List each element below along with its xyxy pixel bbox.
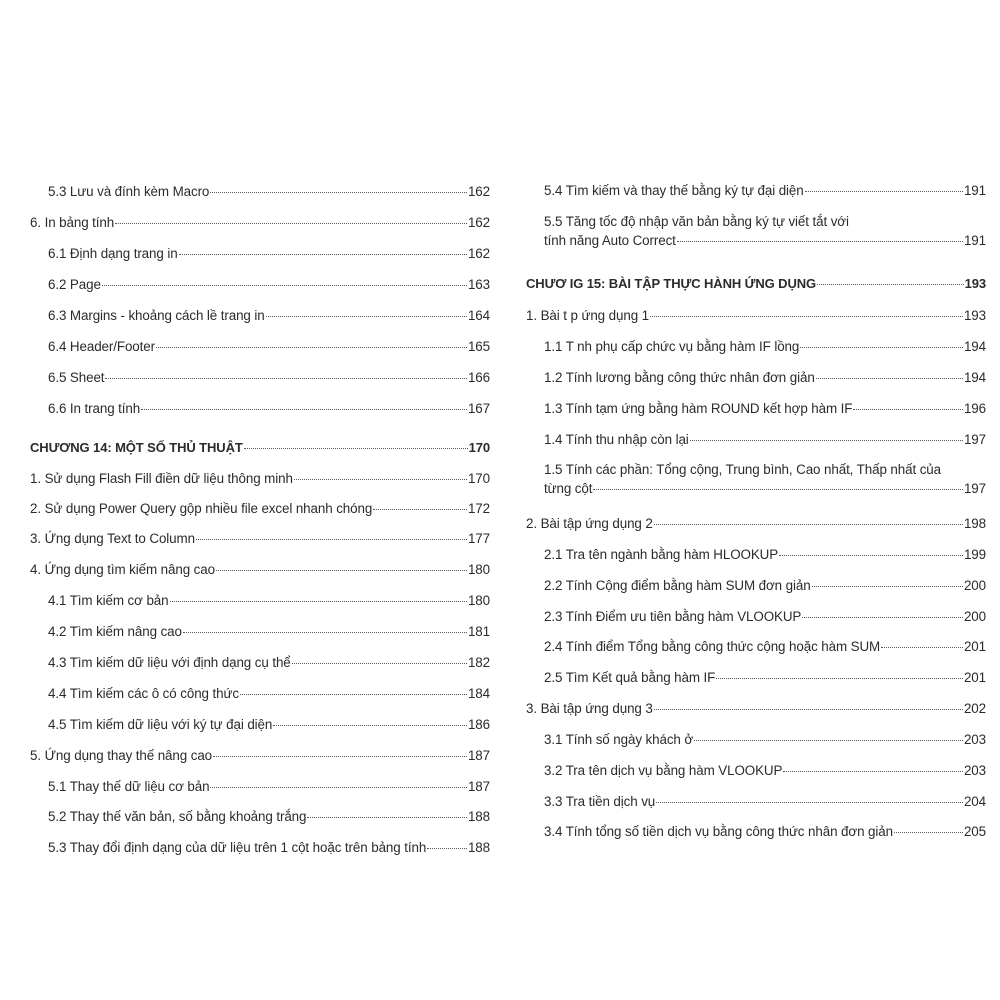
dot-leader <box>294 478 467 480</box>
toc-entry-2-5-tim-ket-qua-bang-ham-if <box>526 668 986 687</box>
dot-leader <box>716 677 963 679</box>
toc-entry-6-3-margins-khoang-cach-le-trang-in <box>30 306 490 325</box>
toc-entry-label: 6.1 Định dạng trang in <box>48 246 178 261</box>
toc-entry-label: 6.4 Header/Footer <box>48 339 155 354</box>
page-number: 184 <box>467 686 490 701</box>
dot-leader <box>102 284 467 286</box>
page-number: 204 <box>963 794 986 809</box>
toc-entry-5-1-thay-the-du-lieu-co-ban <box>30 777 490 796</box>
dot-leader <box>779 554 963 556</box>
dot-leader <box>656 801 963 803</box>
page-number: 164 <box>467 308 490 323</box>
toc-entry-label: 5.2 Thay thế văn bản, số bằng khoảng trắng <box>48 809 307 824</box>
toc-entry-5-ung-dung-thay-the-nang-cao <box>30 746 490 765</box>
toc-entry-label: 5.1 Thay thế dữ liệu cơ bản <box>48 779 210 794</box>
page-number: 180 <box>467 593 490 608</box>
toc-entry-5-4-tim-kiem-va-thay-the-bang-ky-tu-dai- <box>526 181 986 200</box>
dot-leader <box>690 439 963 441</box>
toc-entry-label-continued: tính năng Auto Correct <box>544 233 676 248</box>
toc-entry-2-1-tra-ten-nganh-bang-ham-hlookup <box>526 545 986 564</box>
page-number: 203 <box>963 763 986 778</box>
dot-leader <box>266 315 467 317</box>
toc-entry-label: 5. Ứng dụng thay thế nâng cao <box>30 748 213 763</box>
toc-entry-label: 5.3 Thay đổi định dạng của dữ liệu trên 1 cột hoặc trên bảng tính <box>48 840 427 855</box>
toc-entry-5-5-tang-toc-do-nhap-van-ban-bang-ky-tu- <box>526 212 986 250</box>
toc-entry-label: 6.5 Sheet <box>48 370 105 385</box>
page-number: 194 <box>963 339 986 354</box>
page-number: 193 <box>964 276 986 291</box>
toc-entry-label: 1.2 Tính lương bằng công thức nhân đơn giản <box>544 370 815 385</box>
toc-entry-chuong-14-mot-so-thu-thuat <box>30 438 490 457</box>
page-number: 188 <box>467 840 490 855</box>
toc-entry-3-bai-tap-ung-dung-3 <box>526 699 986 718</box>
toc-entry-3-ung-dung-text-to-column <box>30 529 490 548</box>
page-number: 182 <box>467 655 490 670</box>
toc-entry-label: CHƯƠNG 14: MỘT SỐ THỦ THUẬT <box>30 440 243 455</box>
page-number: 203 <box>963 732 986 747</box>
page-number: 180 <box>467 562 490 577</box>
toc-entry-label: 4.2 Tìm kiếm nâng cao <box>48 624 182 639</box>
toc-entry-label: 1.1 T nh phụ cấp chức vụ bằng hàm IF lồng <box>544 339 800 354</box>
page-number: 199 <box>963 547 986 562</box>
toc-entry-3-3-tra-tien-dich-vu <box>526 792 986 811</box>
toc-entry-label: 4.1 Tìm kiếm cơ bản <box>48 593 169 608</box>
page-number: 166 <box>467 370 490 385</box>
toc-entry-6-1-dinh-dang-trang-in <box>30 244 490 263</box>
dot-leader <box>654 708 963 710</box>
page-number: 165 <box>467 339 490 354</box>
toc-entry-label: 2.4 Tính điểm Tổng bằng công thức cộng hoặc hàm SUM <box>544 639 881 654</box>
toc-entry-2-bai-tap-ung-dung-2 <box>526 514 986 533</box>
toc-entry-label: 3.3 Tra tiền dịch vụ <box>544 794 656 809</box>
toc-entry-label: 6.2 Page <box>48 277 101 292</box>
page-number: 197 <box>963 432 986 447</box>
toc-entry-label: 5.3 Lưu và đính kèm Macro <box>48 184 210 199</box>
dot-leader <box>816 377 963 379</box>
toc-entry-label: 2.1 Tra tên ngành bằng hàm HLOOKUP <box>544 547 779 562</box>
toc-entry-2-su-dung-power-query-gop-nhieu-file-exc <box>30 499 490 518</box>
toc-entry-label: 3. Ứng dụng Text to Column <box>30 531 195 546</box>
dot-leader <box>244 447 468 449</box>
dot-leader <box>800 346 963 348</box>
page-number: 177 <box>467 531 490 546</box>
page-number: 205 <box>963 824 986 839</box>
page-number: 170 <box>468 440 490 455</box>
page-number: 181 <box>467 624 490 639</box>
page-number: 170 <box>467 471 490 486</box>
dot-leader <box>812 585 963 587</box>
toc-entry-label: 2.3 Tính Điểm ưu tiên bằng hàm VLOOKUP <box>544 609 802 624</box>
toc-entry-2-2-tinh-cong-diem-bang-ham-sum-don-gian <box>526 576 986 595</box>
toc-entry-line2 <box>526 479 986 498</box>
toc-entry-label: 2.2 Tính Cộng điểm bằng hàm SUM đơn giản <box>544 578 811 593</box>
dot-leader <box>307 816 467 818</box>
toc-entry-chuo-ig-15-bai-tap-thuc-hanh-ung-dung <box>526 274 986 293</box>
dot-leader <box>694 739 963 741</box>
toc-entry-1-1-t-nh-phu-cap-chuc-vu-bang-ham-if-lon <box>526 337 986 356</box>
toc-entry-label: 1.5 Tính các phần: Tổng cộng, Trung bình, Cao nhất, Thấp nhất của <box>544 462 941 477</box>
toc-entry-5-2-thay-the-van-ban-so-bang-khoang-tran <box>30 807 490 826</box>
toc-entry-label: 3.1 Tính số ngày khách ở <box>544 732 694 747</box>
toc-entry-5-3-thay-doi-dinh-dang-cua-du-lieu-tren- <box>30 838 490 857</box>
page-number: 186 <box>467 717 490 732</box>
toc-entry-6-6-in-trang-tinh <box>30 399 490 418</box>
toc-entry-label: 6.6 In trang tính <box>48 401 141 416</box>
dot-leader <box>170 600 467 602</box>
toc-entry-label: 4. Ứng dụng tìm kiếm nâng cao <box>30 562 215 577</box>
toc-entry-label: 6. In bảng tính <box>30 215 115 230</box>
toc-entry-3-1-tinh-so-ngay-khach-o <box>526 730 986 749</box>
page-number: 197 <box>963 481 986 496</box>
dot-leader <box>783 770 963 772</box>
dot-leader <box>802 616 963 618</box>
toc-entry-label: CHƯƠ IG 15: BÀI TẬP THỰC HÀNH ỨNG DỤNG <box>526 276 817 291</box>
page-number: 162 <box>467 246 490 261</box>
dot-leader <box>156 346 467 348</box>
toc-entry-label: 3.2 Tra tên dịch vụ bằng hàm VLOOKUP <box>544 763 783 778</box>
dot-leader <box>273 724 467 726</box>
toc-entry-label: 5.4 Tìm kiếm và thay thế bằng ký tự đại diện <box>544 183 804 198</box>
page-number: 162 <box>467 215 490 230</box>
dot-leader <box>179 253 467 255</box>
dot-leader <box>881 646 963 648</box>
toc-entry-label: 3.4 Tính tổng số tiền dịch vụ bằng công thức nhân đơn giản <box>544 824 893 839</box>
dot-leader <box>216 569 467 571</box>
toc-entry-4-5-tim-kiem-du-lieu-voi-ky-tu-dai-dien <box>30 715 490 734</box>
page-number: 163 <box>467 277 490 292</box>
toc-entry-1-bai-t-p-ung-dung-1 <box>526 306 986 325</box>
toc-entry-6-5-sheet <box>30 368 490 387</box>
toc-entry-1-su-dung-flash-fill-dien-du-lieu-thong- <box>30 469 490 488</box>
toc-entry-label: 1.4 Tính thu nhập còn lại <box>544 432 689 447</box>
toc-entry-1-4-tinh-thu-nhap-con-lai <box>526 430 986 449</box>
dot-leader <box>427 847 467 849</box>
page-number: 172 <box>467 501 490 516</box>
dot-leader <box>210 786 467 788</box>
dot-leader <box>210 191 467 193</box>
page-number: 187 <box>467 779 490 794</box>
dot-leader <box>654 523 963 525</box>
page-number: 200 <box>963 578 986 593</box>
page-number: 201 <box>963 670 986 685</box>
toc-entry-label: 2. Bài tập ứng dụng 2 <box>526 516 653 531</box>
page-number: 202 <box>963 701 986 716</box>
page-number: 167 <box>467 401 490 416</box>
toc-entry-1-3-tinh-tam-ung-bang-ham-round-ket-hop- <box>526 399 986 418</box>
page-number: 191 <box>963 233 986 248</box>
toc-entry-4-4-tim-kiem-cac-o-co-cong-thuc <box>30 684 490 703</box>
page-number: 188 <box>467 809 490 824</box>
toc-entry-label: 2.5 Tìm Kết quả bằng hàm IF <box>544 670 716 685</box>
page-number: 196 <box>963 401 986 416</box>
toc-entry-label: 4.3 Tìm kiếm dữ liệu với định dạng cụ thể <box>48 655 291 670</box>
toc-entry-label: 1. Bài t p ứng dụng 1 <box>526 308 650 323</box>
dot-leader <box>213 755 467 757</box>
toc-entry-3-2-tra-ten-dich-vu-bang-ham-vlookup <box>526 761 986 780</box>
toc-entry-6-4-header-footer <box>30 337 490 356</box>
toc-entry-line2 <box>526 231 986 250</box>
toc-entry-6-2-page <box>30 275 490 294</box>
toc-entry-label: 5.5 Tăng tốc độ nhập văn bản bằng ký tự viết tắt với <box>544 214 849 229</box>
toc-entry-label: 1.3 Tính tạm ứng bằng hàm ROUND kết hợp hàm IF <box>544 401 853 416</box>
toc-entry-2-3-tinh-diem-uu-tien-bang-ham-vlookup <box>526 607 986 626</box>
page-number: 200 <box>963 609 986 624</box>
dot-leader <box>105 377 467 379</box>
dot-leader <box>677 240 963 242</box>
dot-leader <box>115 222 467 224</box>
toc-entry-label: 4.4 Tìm kiếm các ô có công thức <box>48 686 239 701</box>
toc-entry-2-4-tinh-diem-tong-bang-cong-thuc-cong-h <box>526 637 986 656</box>
dot-leader <box>141 408 467 410</box>
dot-leader <box>196 538 467 540</box>
toc-entry-1-2-tinh-luong-bang-cong-thuc-nhan-don-g <box>526 368 986 387</box>
page-number: 162 <box>467 184 490 199</box>
dot-leader <box>593 488 963 490</box>
dot-leader <box>805 190 963 192</box>
page-number: 191 <box>963 183 986 198</box>
page-number: 187 <box>467 748 490 763</box>
dot-leader <box>240 693 467 695</box>
toc-entry-4-3-tim-kiem-du-lieu-voi-dinh-dang-cu-th <box>30 653 490 672</box>
toc-entry-1-5-tinh-cac-phan-tong-cong-trung-binh-c <box>526 460 986 498</box>
dot-leader <box>650 315 963 317</box>
toc-entry-label: 2. Sử dụng Power Query gộp nhiều file excel nhanh chóng <box>30 501 373 516</box>
toc-entry-label: 4.5 Tìm kiếm dữ liệu với ký tự đại diện <box>48 717 273 732</box>
page-number: 193 <box>963 308 986 323</box>
toc-entry-3-4-tinh-tong-so-tien-dich-vu-bang-cong- <box>526 822 986 841</box>
toc-entry-5-3-luu-va-dinh-kem-macro <box>30 182 490 201</box>
toc-entry-label-continued: từng cột <box>544 481 593 496</box>
dot-leader <box>894 831 963 833</box>
toc-entry-label: 1. Sử dụng Flash Fill điền dữ liệu thông minh <box>30 471 293 486</box>
dot-leader <box>292 662 467 664</box>
dot-leader <box>183 631 467 633</box>
toc-entry-4-ung-dung-tim-kiem-nang-cao <box>30 560 490 579</box>
dot-leader <box>373 508 467 510</box>
dot-leader <box>817 283 964 285</box>
dot-leader <box>853 408 963 410</box>
toc-entry-label: 3. Bài tập ứng dụng 3 <box>526 701 653 716</box>
page-number: 198 <box>963 516 986 531</box>
toc-entry-4-1-tim-kiem-co-ban <box>30 591 490 610</box>
toc-entry-4-2-tim-kiem-nang-cao <box>30 622 490 641</box>
toc-entry-6-in-bang-tinh <box>30 213 490 232</box>
page-number: 194 <box>963 370 986 385</box>
page-number: 201 <box>963 639 986 654</box>
toc-entry-label: 6.3 Margins - khoảng cách lề trang in <box>48 308 265 323</box>
